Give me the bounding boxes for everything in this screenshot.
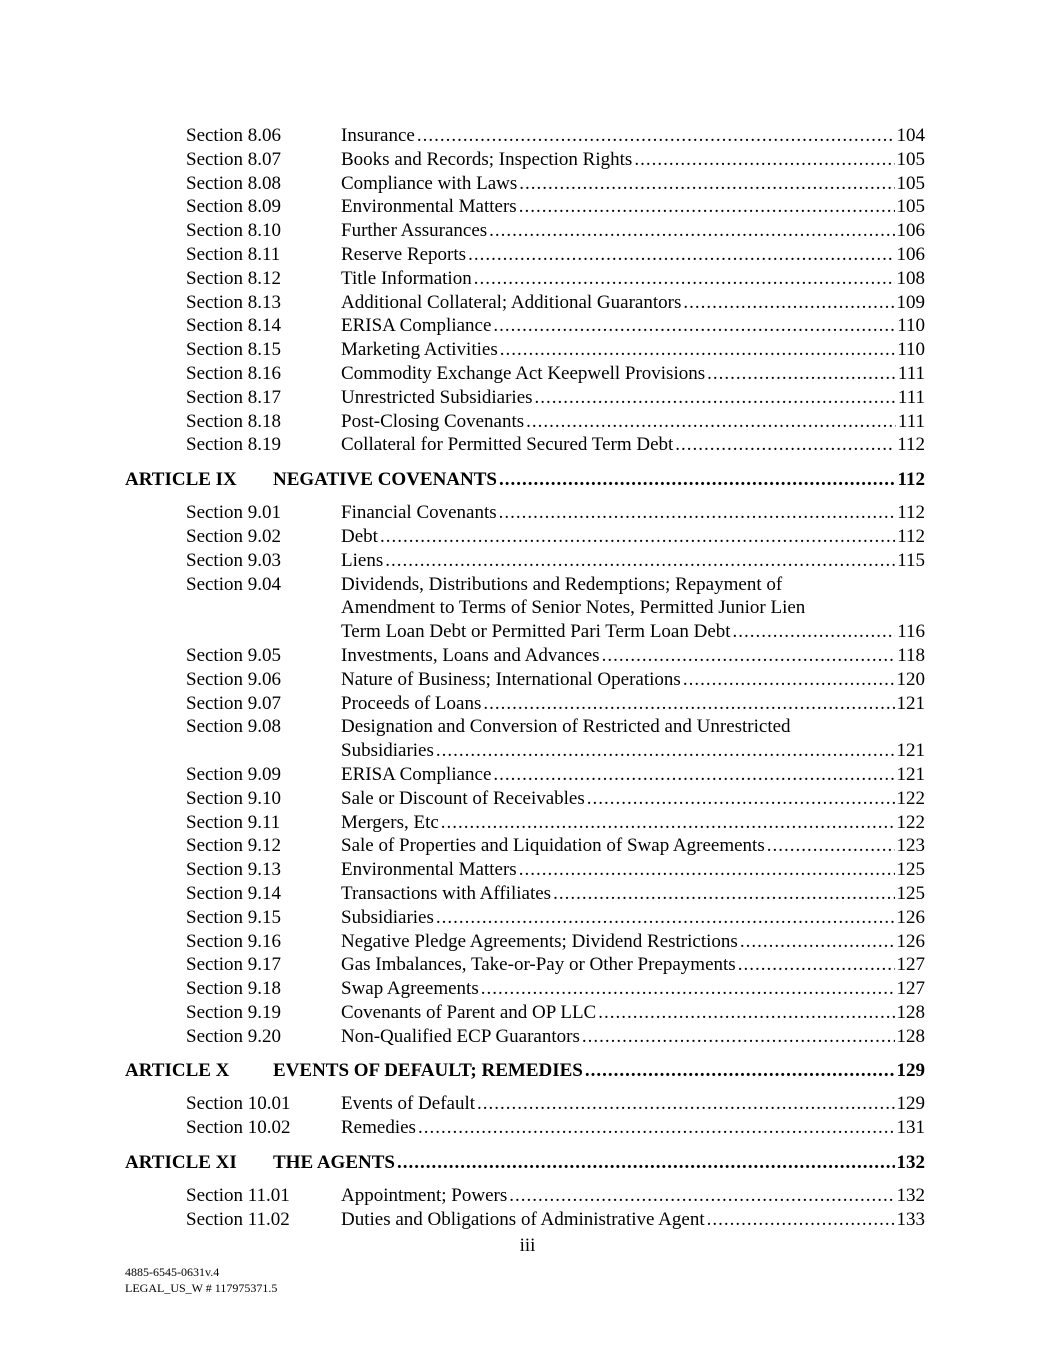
toc-entry bbox=[125, 906, 925, 930]
article-number: ARTICLE IX bbox=[125, 469, 237, 491]
dot-leader bbox=[436, 739, 895, 763]
section-title-line: Designation and Conversion of Restricted and Unrestricted bbox=[341, 716, 791, 738]
section-title: Non-Qualified ECP Guarantors bbox=[341, 1025, 580, 1047]
section-page-number: 126 bbox=[896, 930, 925, 952]
dot-leader bbox=[468, 243, 894, 267]
section-title-row bbox=[341, 243, 925, 267]
section-number: Section 8.08 bbox=[186, 172, 281, 194]
section-page-number: 115 bbox=[897, 549, 925, 571]
article-title: THE AGENTS bbox=[273, 1152, 395, 1174]
section-page-number: 105 bbox=[896, 196, 925, 218]
section-title: Term Loan Debt or Permitted Pari Term Loan Debt bbox=[341, 621, 731, 643]
dot-leader bbox=[436, 906, 895, 930]
section-number: Section 9.10 bbox=[186, 787, 281, 809]
section-title-row bbox=[341, 787, 925, 811]
section-title-row bbox=[341, 739, 925, 763]
section-title: Duties and Obligations of Administrative Agent bbox=[341, 1208, 705, 1230]
toc-entry bbox=[125, 501, 925, 525]
section-number: Section 9.01 bbox=[186, 502, 281, 524]
document-id-secondary: LEGAL_US_W # 117975371.5 bbox=[125, 1281, 278, 1295]
section-title: Commodity Exchange Act Keepwell Provisions bbox=[341, 362, 706, 384]
section-title-row bbox=[341, 811, 925, 835]
section-page-number: 127 bbox=[896, 978, 925, 1000]
article-heading bbox=[125, 468, 925, 491]
section-title: Subsidiaries bbox=[341, 740, 434, 762]
section-page-number: 121 bbox=[896, 740, 925, 762]
dot-leader bbox=[683, 291, 894, 315]
page-number: iii bbox=[519, 1235, 536, 1256]
section-page-number: 110 bbox=[897, 339, 925, 361]
section-title: Compliance with Laws bbox=[341, 172, 518, 194]
toc-entry bbox=[125, 410, 925, 434]
dot-leader bbox=[493, 314, 895, 338]
section-title-line: Amendment to Terms of Senior Notes, Permitted Junior Lien bbox=[341, 597, 806, 619]
section-page-number: 122 bbox=[896, 811, 925, 833]
section-title: Transactions with Affiliates bbox=[341, 882, 552, 904]
dot-leader bbox=[767, 834, 895, 858]
section-number: Section 9.20 bbox=[186, 1025, 281, 1047]
section-title-row bbox=[341, 124, 925, 148]
section-title-row bbox=[341, 906, 925, 930]
section-list bbox=[125, 1184, 925, 1232]
section-page-number: 104 bbox=[896, 125, 925, 146]
article-title: NEGATIVE COVENANTS bbox=[273, 469, 497, 491]
toc-entry bbox=[125, 1092, 925, 1116]
section-number: Section 9.11 bbox=[186, 811, 281, 833]
section-list bbox=[125, 1092, 925, 1140]
section-title: Further Assurances bbox=[341, 220, 488, 242]
dot-leader bbox=[489, 219, 894, 243]
article-page-number: 132 bbox=[896, 1152, 925, 1174]
section-number: Section 8.17 bbox=[186, 386, 281, 408]
section-title-row bbox=[341, 1184, 925, 1208]
section-number: Section 9.05 bbox=[186, 644, 281, 666]
section-page-number: 132 bbox=[896, 1185, 925, 1207]
section-title: Mergers, Etc bbox=[341, 811, 439, 833]
section-title-row bbox=[341, 291, 925, 315]
dot-leader bbox=[634, 148, 894, 172]
dot-leader bbox=[499, 501, 896, 525]
section-title-row bbox=[341, 219, 925, 243]
toc-entry bbox=[125, 386, 925, 410]
article-number: ARTICLE X bbox=[125, 1060, 230, 1082]
toc-entry bbox=[125, 525, 925, 549]
toc-entry bbox=[125, 433, 925, 457]
toc-entry bbox=[125, 882, 925, 906]
section-number: Section 11.02 bbox=[186, 1208, 290, 1230]
section-title: Proceeds of Loans bbox=[341, 692, 482, 714]
toc-entry bbox=[125, 668, 925, 692]
toc-entry bbox=[125, 291, 925, 315]
dot-leader bbox=[602, 644, 896, 668]
section-page-number: 111 bbox=[897, 410, 925, 432]
toc-entry bbox=[125, 1025, 925, 1049]
dot-leader bbox=[598, 1001, 894, 1025]
dot-leader bbox=[738, 953, 895, 977]
section-title: Books and Records; Inspection Rights bbox=[341, 148, 633, 170]
section-number: Section 9.15 bbox=[186, 906, 281, 928]
article-number: ARTICLE XI bbox=[125, 1152, 237, 1174]
section-title: Negative Pledge Agreements; Dividend Restrictions bbox=[341, 930, 738, 952]
section-title: ERISA Compliance bbox=[341, 763, 492, 785]
section-title-row bbox=[341, 953, 925, 977]
article-page-number: 112 bbox=[897, 469, 925, 491]
toc-entry bbox=[125, 338, 925, 362]
section-title: Sale or Discount of Receivables bbox=[341, 787, 585, 809]
toc-entry bbox=[125, 1116, 925, 1140]
toc-entry bbox=[125, 953, 925, 977]
article-title-row bbox=[273, 1151, 925, 1174]
dot-leader bbox=[500, 338, 895, 362]
section-number: Section 9.02 bbox=[186, 525, 281, 547]
section-page-number: 121 bbox=[896, 692, 925, 714]
section-title: Events of Default bbox=[341, 1093, 476, 1115]
section-number: Section 9.14 bbox=[186, 882, 281, 904]
section-title: Post-Closing Covenants bbox=[341, 410, 525, 432]
toc-entry bbox=[125, 1001, 925, 1025]
dot-leader bbox=[733, 620, 896, 644]
section-title: Debt bbox=[341, 525, 378, 547]
article-title-row bbox=[273, 1059, 925, 1082]
section-title: Reserve Reports bbox=[341, 243, 467, 265]
section-page-number: 106 bbox=[896, 220, 925, 242]
section-number: Section 10.01 bbox=[186, 1093, 291, 1115]
section-title-row bbox=[341, 386, 925, 410]
article-heading bbox=[125, 1059, 925, 1082]
document-identifiers bbox=[125, 1264, 277, 1296]
section-title-row bbox=[341, 410, 925, 434]
section-number: Section 8.15 bbox=[186, 339, 281, 361]
dot-leader bbox=[535, 386, 896, 410]
section-page-number: 109 bbox=[896, 291, 925, 313]
section-title-row bbox=[341, 763, 925, 787]
section-number: Section 8.12 bbox=[186, 267, 281, 289]
section-page-number: 125 bbox=[896, 859, 925, 881]
section-number: Section 9.07 bbox=[186, 692, 281, 714]
dot-leader bbox=[417, 124, 895, 148]
dot-leader bbox=[707, 362, 896, 386]
toc-entry bbox=[125, 314, 925, 338]
section-page-number: 116 bbox=[897, 621, 925, 643]
toc-entry bbox=[125, 763, 925, 787]
section-page-number: 112 bbox=[897, 502, 925, 524]
dot-leader bbox=[509, 1184, 894, 1208]
section-number: Section 9.12 bbox=[186, 835, 281, 857]
section-page-number: 122 bbox=[896, 787, 925, 809]
section-title: Appointment; Powers bbox=[341, 1185, 508, 1207]
section-title: Remedies bbox=[341, 1117, 416, 1139]
dot-leader bbox=[499, 468, 896, 491]
section-number: Section 9.18 bbox=[186, 978, 281, 1000]
article-title-row bbox=[273, 468, 925, 491]
toc-entry bbox=[125, 787, 925, 811]
section-title-row bbox=[341, 644, 925, 668]
section-page-number: 128 bbox=[896, 1001, 925, 1023]
section-number: Section 8.16 bbox=[186, 362, 281, 384]
toc-entry bbox=[125, 549, 925, 573]
section-title: Title Information bbox=[341, 267, 472, 289]
section-title-row bbox=[341, 433, 925, 457]
section-number: Section 8.14 bbox=[186, 315, 281, 337]
section-title: Swap Agreements bbox=[341, 978, 479, 1000]
section-number: Section 9.06 bbox=[186, 668, 281, 690]
section-number: Section 8.06 bbox=[186, 125, 281, 146]
section-number: Section 8.10 bbox=[186, 220, 281, 242]
toc-entry bbox=[125, 267, 925, 291]
section-page-number: 126 bbox=[896, 906, 925, 928]
dot-leader bbox=[582, 1025, 895, 1049]
dot-leader bbox=[380, 525, 895, 549]
section-number: Section 9.16 bbox=[186, 930, 281, 952]
dot-leader bbox=[587, 787, 895, 811]
dot-leader bbox=[519, 172, 894, 196]
toc-entry bbox=[125, 195, 925, 219]
document-id-primary: 4885-6545-0631v.4 bbox=[125, 1265, 220, 1279]
section-page-number: 112 bbox=[897, 434, 925, 456]
section-page-number: 108 bbox=[896, 267, 925, 289]
section-title-row bbox=[341, 668, 925, 692]
section-number: Section 10.02 bbox=[186, 1117, 291, 1139]
section-page-number: 133 bbox=[896, 1208, 925, 1230]
section-page-number: 131 bbox=[896, 1117, 925, 1139]
section-title: ERISA Compliance bbox=[341, 315, 492, 337]
section-list bbox=[125, 124, 925, 457]
section-title: Investments, Loans and Advances bbox=[341, 644, 600, 666]
section-title: Financial Covenants bbox=[341, 502, 497, 524]
section-title-row bbox=[341, 314, 925, 338]
toc-entry bbox=[125, 148, 925, 172]
section-title-row bbox=[341, 620, 925, 644]
toc-entry bbox=[125, 977, 925, 1001]
section-title: Insurance bbox=[341, 125, 415, 146]
section-page-number: 123 bbox=[896, 835, 925, 857]
section-page-number: 111 bbox=[897, 386, 925, 408]
toc-entry bbox=[125, 1184, 925, 1208]
section-title-line: Dividends, Distributions and Redemptions; Repayment of bbox=[341, 573, 783, 595]
dot-leader bbox=[740, 930, 895, 954]
toc-entry bbox=[125, 362, 925, 386]
section-title: Environmental Matters bbox=[341, 196, 517, 218]
dot-leader bbox=[707, 1208, 895, 1232]
section-title-row bbox=[341, 692, 925, 716]
section-number: Section 8.13 bbox=[186, 291, 281, 313]
section-title: Gas Imbalances, Take-or-Pay or Other Prepayments bbox=[341, 954, 736, 976]
section-number: Section 9.08 bbox=[186, 716, 281, 738]
section-title-row bbox=[341, 1092, 925, 1116]
section-title-row bbox=[341, 549, 925, 573]
section-title-row bbox=[341, 267, 925, 291]
section-title-row bbox=[341, 195, 925, 219]
section-number: Section 9.04 bbox=[186, 573, 281, 595]
dot-leader bbox=[477, 1092, 894, 1116]
dot-leader bbox=[483, 692, 894, 716]
section-title-row bbox=[341, 930, 925, 954]
section-title: Subsidiaries bbox=[341, 906, 434, 928]
section-title: Environmental Matters bbox=[341, 859, 517, 881]
section-title: Liens bbox=[341, 549, 384, 571]
section-page-number: 120 bbox=[896, 668, 925, 690]
article-title: EVENTS OF DEFAULT; REMEDIES bbox=[273, 1060, 583, 1082]
section-title-row bbox=[341, 172, 925, 196]
section-number: Section 8.11 bbox=[186, 243, 281, 265]
section-title: Marketing Activities bbox=[341, 339, 498, 361]
section-page-number: 112 bbox=[897, 525, 925, 547]
section-page-number: 118 bbox=[897, 644, 925, 666]
dot-leader bbox=[397, 1151, 895, 1174]
toc-entry bbox=[125, 692, 925, 716]
section-number: Section 8.07 bbox=[186, 148, 281, 170]
section-number: Section 9.19 bbox=[186, 1001, 281, 1023]
toc-entry bbox=[125, 243, 925, 267]
table-of-contents bbox=[125, 124, 925, 1232]
dot-leader bbox=[441, 811, 895, 835]
section-number: Section 8.09 bbox=[186, 196, 281, 218]
section-title-row bbox=[341, 1116, 925, 1140]
dot-leader bbox=[683, 668, 895, 692]
section-title-row bbox=[341, 834, 925, 858]
toc-entry bbox=[125, 1208, 925, 1232]
section-title-row bbox=[341, 501, 925, 525]
toc-entry bbox=[125, 124, 925, 148]
section-title: Collateral for Permitted Secured Term Debt bbox=[341, 434, 674, 456]
section-page-number: 110 bbox=[897, 315, 925, 337]
section-title: Additional Collateral; Additional Guarantors bbox=[341, 291, 682, 313]
section-title-row bbox=[341, 1208, 925, 1232]
section-number: Section 8.19 bbox=[186, 434, 281, 456]
section-number: Section 11.01 bbox=[186, 1185, 290, 1207]
section-number: Section 9.13 bbox=[186, 859, 281, 881]
toc-entry bbox=[125, 834, 925, 858]
dot-leader bbox=[474, 267, 895, 291]
section-number: Section 9.03 bbox=[186, 549, 281, 571]
section-page-number: 111 bbox=[897, 362, 925, 384]
article-page-number: 129 bbox=[896, 1060, 925, 1082]
section-page-number: 127 bbox=[896, 954, 925, 976]
section-title-row bbox=[341, 148, 925, 172]
toc-entry bbox=[125, 172, 925, 196]
section-title-row bbox=[341, 525, 925, 549]
toc-entry bbox=[125, 644, 925, 668]
dot-leader bbox=[481, 977, 895, 1001]
section-title-row bbox=[341, 858, 925, 882]
section-number: Section 9.17 bbox=[186, 954, 281, 976]
toc-entry bbox=[125, 858, 925, 882]
toc-entry bbox=[125, 573, 925, 644]
section-page-number: 106 bbox=[896, 243, 925, 265]
section-page-number: 105 bbox=[896, 148, 925, 170]
toc-entry bbox=[125, 219, 925, 243]
dot-leader bbox=[418, 1116, 895, 1140]
section-page-number: 129 bbox=[896, 1093, 925, 1115]
toc-entry bbox=[125, 715, 925, 763]
dot-leader bbox=[675, 433, 895, 457]
toc-entry bbox=[125, 930, 925, 954]
section-page-number: 121 bbox=[896, 763, 925, 785]
dot-leader bbox=[493, 763, 894, 787]
section-page-number: 105 bbox=[896, 172, 925, 194]
section-list bbox=[125, 501, 925, 1048]
section-title-row bbox=[341, 362, 925, 386]
dot-leader bbox=[385, 549, 895, 573]
dot-leader bbox=[519, 858, 895, 882]
section-page-number: 125 bbox=[896, 882, 925, 904]
section-title-row bbox=[341, 977, 925, 1001]
article-heading bbox=[125, 1151, 925, 1174]
section-title: Covenants of Parent and OP LLC bbox=[341, 1001, 597, 1023]
section-number: Section 9.09 bbox=[186, 763, 281, 785]
section-title-row bbox=[341, 1001, 925, 1025]
dot-leader bbox=[526, 410, 896, 434]
section-title-row bbox=[341, 1025, 925, 1049]
dot-leader bbox=[585, 1059, 895, 1082]
dot-leader bbox=[519, 195, 895, 219]
section-title: Unrestricted Subsidiaries bbox=[341, 386, 533, 408]
section-title-row bbox=[341, 882, 925, 906]
section-title-row bbox=[341, 338, 925, 362]
toc-entry bbox=[125, 811, 925, 835]
dot-leader bbox=[553, 882, 894, 906]
section-title: Sale of Properties and Liquidation of Swap Agreements bbox=[341, 835, 765, 857]
section-number: Section 8.18 bbox=[186, 410, 281, 432]
section-page-number: 128 bbox=[896, 1025, 925, 1047]
section-title: Nature of Business; International Operations bbox=[341, 668, 681, 690]
